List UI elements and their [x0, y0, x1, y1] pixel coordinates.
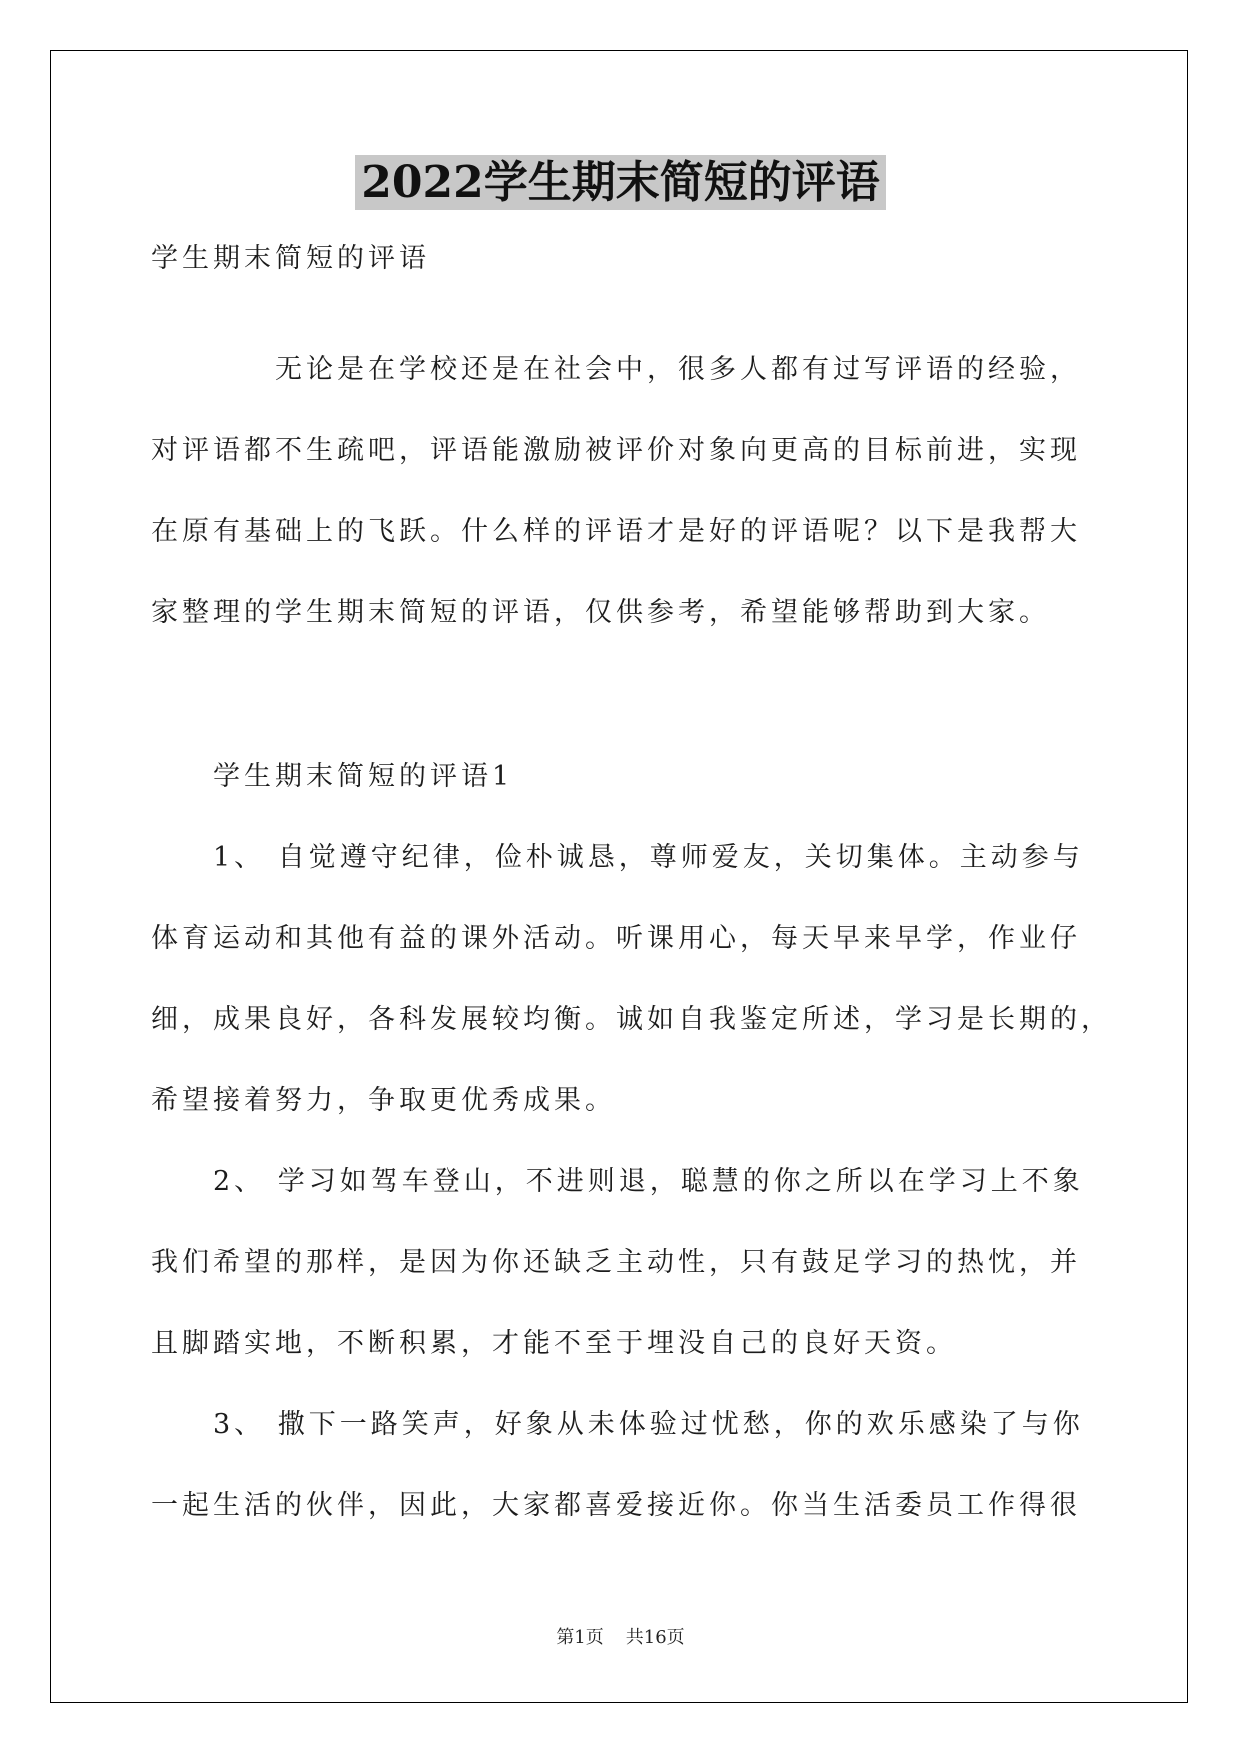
paragraph-line: 希望接着努力，争取更优秀成果。 — [151, 1085, 616, 1116]
page-footer — [0, 1626, 1241, 1650]
paragraph-line: 体育运动和其他有益的课外活动。听课用心，每天早来早学，作业仔 — [151, 923, 1081, 954]
document-title — [0, 155, 1241, 210]
document-body — [151, 218, 1131, 1546]
section-heading: 学生期末简短的评语1 — [213, 761, 514, 792]
paragraph-line: 对评语都不生疏吧，评语能激励被评价对象向更高的目标前进，实现 — [151, 435, 1081, 466]
paragraph-line: 家整理的学生期末简短的评语，仅供参考，希望能够帮助到大家。 — [151, 597, 1050, 628]
comment-item-3 — [151, 1384, 1131, 1546]
intro-paragraph — [151, 329, 1131, 653]
paragraph-line: 细，成果良好，各科发展较均衡。诚如自我鉴定所述，学习是长期的， — [151, 1004, 1112, 1035]
paragraph-line: 2、 学习如驾车登山，不进则退，聪慧的你之所以在学习上不象 — [213, 1166, 1084, 1197]
paragraph-line: 在原有基础上的飞跃。什么样的评语才是好的评语呢？以下是我帮大 — [151, 516, 1081, 547]
comment-item-2 — [151, 1141, 1131, 1384]
paragraph-line: 一起生活的伙伴，因此，大家都喜爱接近你。你当生活委员工作得很 — [151, 1490, 1081, 1521]
paragraph-line: 我们希望的那样，是因为你还缺乏主动性，只有鼓足学习的热忱，并 — [151, 1247, 1081, 1278]
page-total: 共16页 — [625, 1627, 685, 1648]
title-highlight: 2022学生期末简短的评语 — [355, 155, 885, 210]
subtitle: 学生期末简短的评语 — [151, 243, 430, 274]
paragraph-line: 3、 撒下一路笑声，好象从未体验过忧愁，你的欢乐感染了与你 — [213, 1409, 1084, 1440]
page-number: 第1页 — [556, 1627, 604, 1648]
paragraph-line: 1、 自觉遵守纪律，俭朴诚恳，尊师爱友，关切集体。主动参与 — [213, 842, 1084, 873]
comment-item-1 — [151, 817, 1131, 1141]
paragraph-line: 且脚踏实地，不断积累，才能不至于埋没自己的良好天资。 — [151, 1328, 957, 1359]
paragraph-line: 无论是在学校还是在社会中，很多人都有过写评语的经验， — [275, 354, 1081, 385]
